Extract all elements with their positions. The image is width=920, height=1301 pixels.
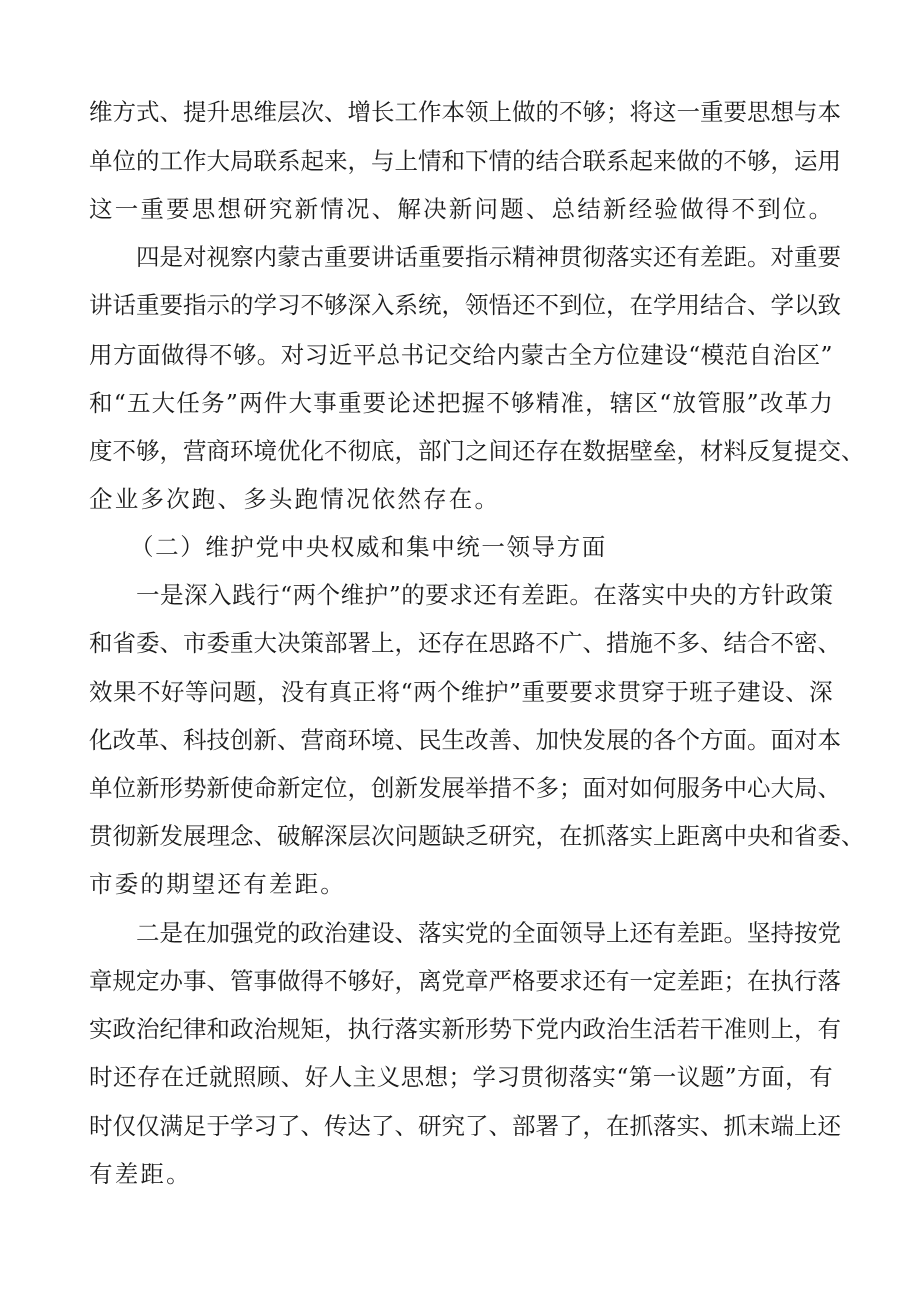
paragraph-line: 单 位 新 形 势 新 使 命 新 定 位 ， 创 新 发 展 举 措 不 多 ； 面 对 如 何 服 务 中 心 大 局 、 <box>89 774 841 802</box>
paragraph-line: 有差距。 <box>89 1160 192 1188</box>
paragraph-line: 实 政 治 纪 律 和 政 治 规 矩 ， 执 行 落 实 新 形 势 下 党 内 政 治 生 活 若 干 准 则 上 ， 有 <box>89 1015 841 1043</box>
paragraph-line: 市委的期望还有差距。 <box>89 870 346 898</box>
paragraph-line: 一 是 深 入 践 行 “ 两 个 维 护 ” 的 要 求 还 有 差 距 。 在 落 实 中 央 的 方 针 政 策 <box>136 581 833 609</box>
paragraph-line: 化 改 革 、 科 技 创 新 、 营 商 环 境 、 民 生 改 善 、 加 快 发 展 的 各 个 方 面 。 面 对 本 <box>89 726 841 754</box>
paragraph-line: 效 果 不 好 等 问 题 ， 没 有 真 正 将 “ 两 个 维 护 ” 重 要 要 求 贯 穿 于 班 子 建 设 、 深 <box>89 678 833 706</box>
paragraph-line: 企业多次跑、多头跑情况依然存在。 <box>89 485 501 513</box>
paragraph-line: 章 规 定 办 事 、 管 事 做 得 不 够 好 ， 离 党 章 严 格 要 求 还 有 一 定 差 距 ； 在 执 行 落 <box>89 967 841 995</box>
paragraph-line: 贯 彻 新 发 展 理 念 、 破 解 深 层 次 问 题 缺 乏 研 究 ， 在 抓 落 实 上 距 离 中 央 和 省 委 、 <box>89 822 865 850</box>
paragraph-line: 单 位 的 工 作 大 局 联 系 起 来 ， 与 上 情 和 下 情 的 结 合 联 系 起 来 做 的 不 够 ， 运 用 <box>89 147 841 175</box>
paragraph-line: 用 方 面 做 得 不 够 。 对 习 近 平 总 书 记 交 给 内 蒙 古 全 方 位 建 设 “ 模 范 自 治 区 ” <box>89 341 833 369</box>
paragraph-line: 度 不 够 ， 营 商 环 境 优 化 不 彻 底 ， 部 门 之 间 还 存 在 数 据 壁 垒 ， 材 料 反 复 提 交 、 <box>89 437 865 465</box>
paragraph-line: 四 是 对 视 察 内 蒙 古 重 要 讲 话 重 要 指 示 精 神 贯 彻 落 实 还 有 差 距 。 对 重 要 <box>136 243 841 271</box>
paragraph-line: 这一重要思想研究新情况、解决新问题、总结新经验做得不到位。 <box>89 195 835 223</box>
paragraph-line: 时 仅 仅 满 足 于 学 习 了 、 传 达 了 、 研 究 了 、 部 署 了 ， 在 抓 落 实 、 抓 末 端 上 还 <box>89 1112 841 1140</box>
paragraph-line: 二 是 在 加 强 党 的 政 治 建 设 、 落 实 党 的 全 面 领 导 上 还 有 差 距 。 坚 持 按 党 <box>136 919 841 947</box>
paragraph-line: 和 省 委 、 市 委 重 大 决 策 部 署 上 ， 还 存 在 思 路 不 广 、 措 施 不 多 、 结 合 不 密 、 <box>89 629 841 657</box>
paragraph-line: 时 还 存 在 迁 就 照 顾 、 好 人 主 义 思 想 ； 学 习 贯 彻 落 实 “ 第 一 议 题 ” 方 面 ， 有 <box>89 1063 833 1091</box>
paragraph-line: 和 “ 五 大 任 务 ” 两 件 大 事 重 要 论 述 把 握 不 够 精 准 ， 辖 区 “ 放 管 服 ” 改 革 力 <box>89 389 833 417</box>
paragraph-line: 讲 话 重 要 指 示 的 学 习 不 够 深 入 系 统 ， 领 悟 还 不 到 位 ， 在 学 用 结 合 、 学 以 致 <box>89 291 841 319</box>
section-heading: （二）维护党中央权威和集中统一领导方面 <box>130 533 607 561</box>
paragraph-line: 维 方 式 、 提 升 思 维 层 次 、 增 长 工 作 本 领 上 做 的 不 够 ； 将 这 一 重 要 思 想 与 本 <box>89 98 841 126</box>
